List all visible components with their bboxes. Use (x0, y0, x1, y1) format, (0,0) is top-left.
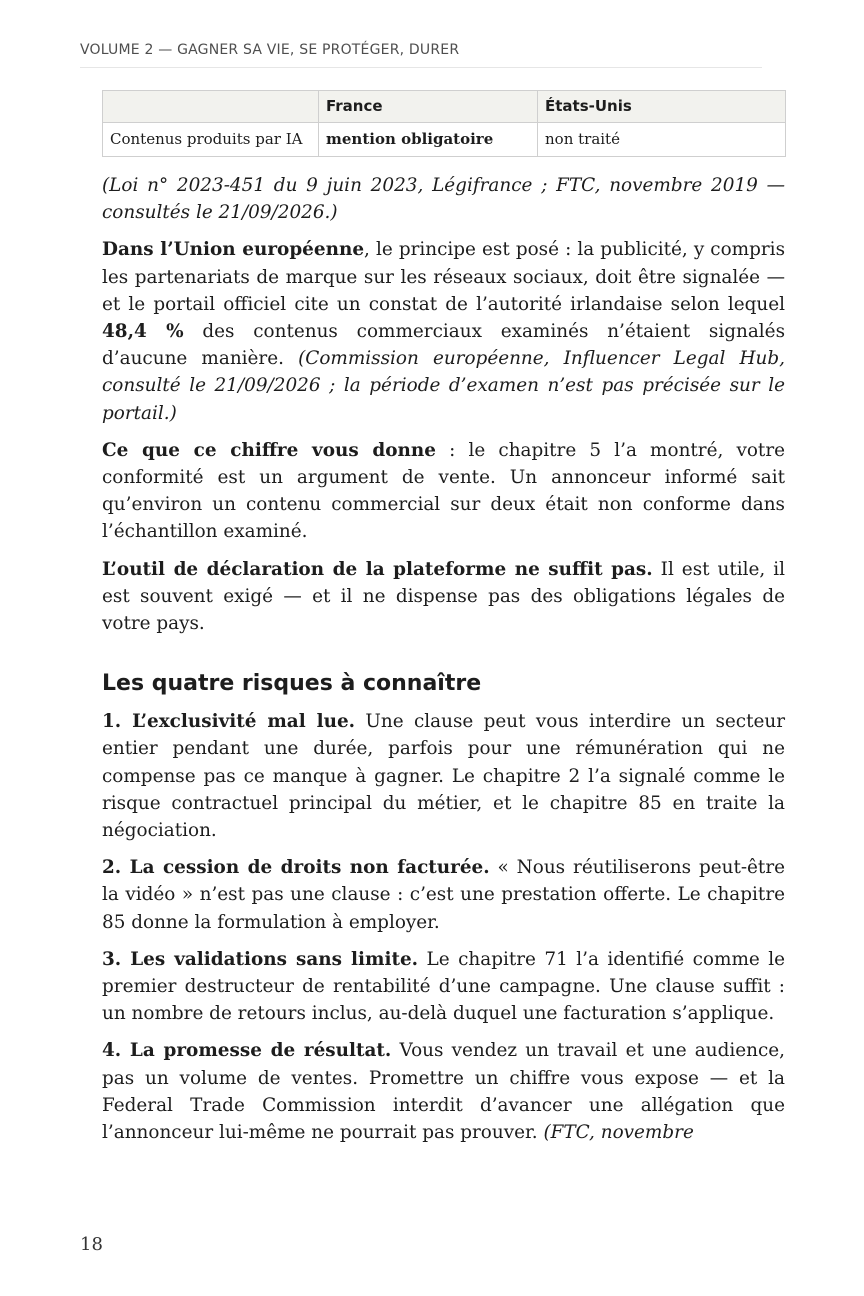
eu-citation: (Commission européenne, Influencer Legal Hub, consulté le 21/09/2026 ; la période d’examen n’est pas précisée sur le portail.) (102, 348, 785, 424)
risk-citation: (FTC, novembre (543, 1122, 694, 1144)
risk-lead: 1. L’exclusivité mal lue. (102, 711, 356, 733)
eu-text-1: , le principe est posé : la publicité, y compris les partenariats de marque sur les réseaux sociaux, doit être signalée — et le portail officiel cite un constat de l’autorité irlandaise selon lequel (102, 239, 786, 315)
sources-note: (Loi n° 2023-451 du 9 juin 2023, Légifrance ; FTC, novembre 2019 — consultés le 21/09/2026.) (102, 175, 785, 224)
tool-lead: L’outil de déclaration de la plateforme ne suffit pas. (102, 558, 653, 580)
risk-text: Vous vendez un travail et une audience, pas un volume de ventes. Promettre un chiffre vous expose — et la Federal Trade Commission interdit d’avancer une allégation que l’annonceur lui-même ne pourrait pas prouver. (102, 1040, 785, 1144)
figure-paragraph (102, 437, 785, 546)
risk-item-exclusivity (102, 708, 785, 844)
eu-lead: Dans l’Union européenne (102, 239, 365, 261)
risk-text: Une clause peut vous interdire un secteur entier pendant une durée, parfois pour une rémunération qui ne compense pas ce manque à gagner. Le chapitre 2 l’a signalé comme le risque contractuel principal du métier, et le chapitre 85 en traite la négociation. (102, 711, 785, 842)
eu-statistic: 48,4 % (102, 321, 184, 343)
tool-paragraph (102, 556, 785, 638)
page-number: 18 (80, 1234, 103, 1255)
table-header-row (103, 91, 786, 123)
risk-lead: 4. La promesse de résultat. (102, 1040, 392, 1062)
running-header: VOLUME 2 — GAGNER SA VIE, SE PROTÉGER, DURER (80, 42, 762, 68)
eu-paragraph (102, 236, 785, 426)
table-cell-france: mention obligatoire (319, 123, 538, 157)
table-row (103, 123, 786, 157)
tool-text: Il est utile, il est souvent exigé — et il ne dispense pas des obligations légales de votre pays. (102, 558, 785, 635)
table-header-empty (103, 91, 319, 123)
eu-text-2: des contenus commerciaux examinés n’étaient signalés d’aucune manière. (102, 321, 786, 370)
figure-lead: Ce que ce chiffre vous donne (102, 439, 436, 461)
risk-item-rights (102, 854, 785, 936)
table-header-usa: États-Unis (538, 91, 786, 123)
table-header-france: France (319, 91, 538, 123)
risk-item-results (102, 1037, 785, 1146)
risk-item-validations (102, 946, 785, 1028)
section-heading: Les quatre risques à connaître (102, 671, 482, 697)
risk-lead: 3. Les validations sans limite. (102, 948, 419, 970)
risk-text: Le chapitre 71 l’a identifié comme le premier destructeur de rentabilité d’une campagne. Une clause suffit : un nombre de retours inclus, au-delà duquel une facturation s’applique. (102, 948, 785, 1025)
table-cell-label: Contenus produits par IA (103, 123, 319, 157)
risk-text: « Nous réutiliserons peut-être la vidéo » n’est pas une clause : c’est une prestation offerte. Le chapitre 85 donne la formulation à employer. (102, 857, 785, 933)
comparison-table (102, 90, 786, 157)
figure-text: : le chapitre 5 l’a montré, votre conformité est un argument de vente. Un annonceur informé sait qu’environ un contenu commercial sur deux était non conforme dans l’échantillon examiné. (102, 439, 785, 543)
risk-lead: 2. La cession de droits non facturée. (102, 857, 490, 879)
table-cell-usa: non traité (538, 123, 786, 157)
page-body (102, 90, 785, 1146)
